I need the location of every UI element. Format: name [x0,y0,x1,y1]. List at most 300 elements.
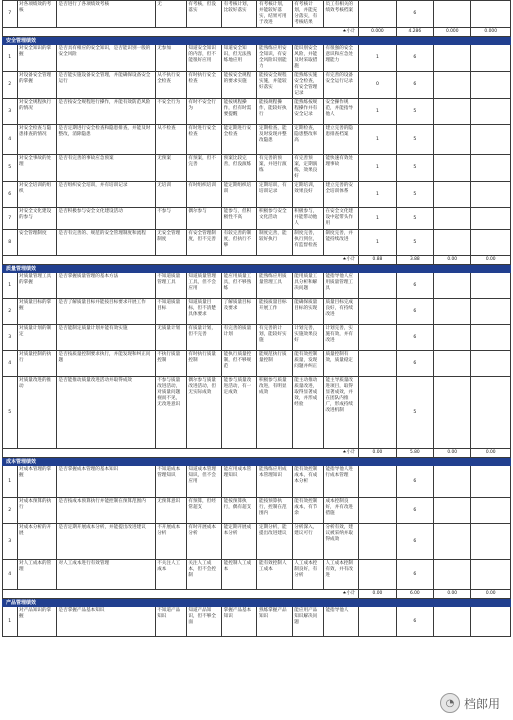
level-criteria: 定期分析，能提出改进建议 [257,524,292,560]
weight-cell: 6 [396,560,433,590]
value-cell [471,1,511,28]
table-row [3,466,511,498]
subtotal-value: 0.00 [359,590,396,599]
subtotal-label: ★小计 [3,256,359,265]
level-criteria: 有完善的计划，能较好实施 [257,325,292,351]
subtotal-value: 0.000 [359,28,396,37]
item-description: 是否能制定质量计划并能有效实施 [57,325,156,351]
weight-cell: 5 [396,230,433,256]
row-number: 4 [3,560,18,590]
subtotal-value: 0.00 [434,590,471,599]
level-criteria: 能熟练按规程操作并有安全记录 [292,99,323,125]
level-criteria: 掌握产品基本知识 [222,607,257,637]
row-number: 1 [3,45,18,72]
subtotal-label: ★小计 [3,28,359,37]
item-description: 是否具有相应的安全知识，是否能识别一般的安全风险 [57,45,156,72]
score-cell: 0 [359,72,396,99]
weight-cell: 5 [396,125,433,155]
score-cell [359,351,396,377]
subtotal-value: 0.000 [471,28,511,37]
level-criteria: 有预算，但经常超支 [186,498,221,524]
value-cell [471,230,511,256]
score-cell [359,524,396,560]
level-criteria: 能应用产品知识解决问题 [292,607,323,637]
level-criteria: 能主动推动质量改进，取得显著成效，并形成经验 [292,377,323,449]
subtotal-label: ★小计 [3,590,359,599]
item-description: 是否有完善的事故应急预案 [57,155,156,182]
value-cell [471,607,511,637]
item-name: 对安全规程执行的情况 [17,99,56,125]
subtotal-value: 0.00 [359,449,396,458]
table-row [3,299,511,325]
level-criteria: 无培训 [155,182,186,208]
level-criteria: 不安全行为 [155,99,186,125]
value-cell [471,72,511,99]
value-cell [434,607,471,637]
score-cell: 1 [359,45,396,72]
level-criteria: 定期培训，有培训记录 [257,182,292,208]
table-row [3,1,511,28]
level-criteria: 有时进行安全检查 [186,125,221,155]
subtotal-value: 4.286 [396,28,433,37]
value-cell [471,273,511,299]
row-number: 2 [3,299,18,325]
level-criteria: 知道成本管理知识，但不会应用 [186,466,221,498]
value-cell [434,72,471,99]
row-number: 4 [3,125,18,155]
level-criteria: 有完善预案，定期演练，效果良好 [292,155,323,182]
item-description: 是否掌握质量管理的基本方法 [57,273,156,299]
table-row [3,72,511,99]
table-row [3,273,511,299]
level-criteria: 有完善的质量计划 [222,325,257,351]
level-criteria: 能用质量工具分析和解决问题 [292,273,323,299]
section-header [3,458,511,466]
score-cell: 1 [359,182,396,208]
weight-cell: 6 [396,1,433,28]
table-row [3,524,511,560]
table-row [3,351,511,377]
level-criteria: 知道安全知识的内容，但不能很好应用 [186,45,221,72]
assessment-table [2,0,511,637]
value-cell [434,299,471,325]
row-number: 1 [3,607,18,637]
level-criteria: 知道质量目标，但不清楚具体要求 [186,299,221,325]
row-number: 3 [3,325,18,351]
level-criteria: 偶尔参与 [186,208,221,230]
level-criteria: 能按安全规程实施，并能较好落实 [257,72,292,99]
level-criteria: 能确保质量目标的实现 [292,299,323,325]
table-row [3,325,511,351]
section-header [3,37,511,45]
level-criteria: 人工成本控制有效，并有改进 [323,560,358,590]
row-number: 2 [3,72,18,99]
item-description: 是否能推动质量改进活动并取得成效 [57,377,156,449]
weight-cell: 5 [396,99,433,125]
item-name: 对安全检查与隐患排查的情况 [17,125,56,155]
level-criteria: 有很强的安全意识和应急处理能力 [323,45,358,72]
level-criteria: 能熟练应用质量管理工具 [257,273,292,299]
level-criteria: 能识别安全风险，并能及时采取措施 [292,45,323,72]
row-number: 4 [3,351,18,377]
level-criteria: 能指导他人 [323,607,358,637]
value-cell [471,155,511,182]
level-criteria: 安全操作规范，并能指导他人 [323,99,358,125]
table-row [3,99,511,125]
level-criteria: 能指导他人进行成本管理 [323,466,358,498]
item-name: 对各项绩效的考核 [17,1,56,28]
level-criteria: 知道产品知识，但不够全面 [186,607,221,637]
score-cell [359,299,396,325]
item-description: 对人工成本进行有效管理 [57,560,156,590]
level-criteria: 定期检查，能及时发现并整改隐患 [257,125,292,155]
level-criteria: 能参与，但积极性不高 [222,208,257,230]
level-criteria: 知道质量管理工具，但不会应用 [186,273,221,299]
subtotal-label: ★小计 [3,449,359,458]
table-row [3,230,511,256]
value-cell [434,208,471,230]
value-cell [471,125,511,155]
row-number: 2 [3,498,18,524]
level-criteria: 能有效控制人工成本 [257,560,292,590]
weight-cell: 6 [396,299,433,325]
item-description: 是否了解质量目标并能按目标要求开展工作 [57,299,156,325]
subtotal-value: 0.00 [471,256,511,265]
weight-cell: 5 [396,208,433,230]
value-cell [434,182,471,208]
level-criteria: 能按规程操作，能较好执行 [257,99,292,125]
level-criteria: 能控制人工成本 [222,560,257,590]
item-description: 是否进行了各项绩效考核 [57,1,156,28]
item-name: 对安全事故的处理 [17,155,56,182]
weight-cell: 6 [396,351,433,377]
level-criteria: 有完善的预案，并进行演练 [257,155,292,182]
weight-cell: 5 [396,377,433,449]
table-row [3,182,511,208]
score-cell [359,498,396,524]
level-criteria: 员工有相关的绩效考核档案 [323,1,358,28]
level-criteria: 不知道质量目标 [155,299,186,325]
level-criteria: 积极参与质量改进，有明显成效 [257,377,292,449]
item-description: 是否掌握成本管理的基本知识 [57,466,156,498]
level-criteria: 制度完善，并能持续改进 [323,230,358,256]
value-cell [471,466,511,498]
weight-cell: 6 [396,466,433,498]
value-cell [471,182,511,208]
level-criteria: 积极参与安全文化活动 [257,208,292,230]
score-cell: 1 [359,208,396,230]
level-criteria: 预案比较完善，但没演练 [222,155,257,182]
score-cell [359,273,396,299]
table-row [3,607,511,637]
level-criteria: 能按规程操作，但有时需要提醒 [222,99,257,125]
score-cell [359,607,396,637]
value-cell [434,466,471,498]
level-criteria: 无预算意识 [155,498,186,524]
level-criteria: 无预案 [155,155,186,182]
level-criteria: 积极参与，并能带动他人 [292,208,323,230]
level-criteria: 能按质量目标开展工作 [257,299,292,325]
level-criteria: 能定期进行安全检查 [222,125,257,155]
value-cell [434,125,471,155]
value-cell [471,99,511,125]
level-criteria: 制度完善，执行到位，有监督检查 [292,230,323,256]
level-criteria: 有考核计划，并能较好落实，结果可用于改进 [257,1,292,28]
subtotal-row [3,28,511,37]
level-criteria: 不关注人工成本 [155,560,186,590]
level-criteria: 能规范执行质量控制 [257,351,292,377]
item-description: 是否积极参与安全文化建设活动 [57,208,156,230]
level-criteria: 能熟练应用成本管理知识 [257,466,292,498]
item-name: 对设备安全管理的掌握 [17,72,56,99]
score-cell: 1 [359,230,396,256]
subtotal-value: 0.88 [359,256,396,265]
level-criteria: 偶尔参与质量改进活动，但无实际成效 [186,377,221,449]
level-criteria: 从不检查 [155,125,186,155]
value-cell [471,325,511,351]
level-criteria: 人工成本控制良好，有分析 [292,560,323,590]
table-row [3,498,511,524]
subtotal-value: 0.00 [434,449,471,458]
row-number: 5 [3,377,18,449]
item-description: 是否有完善的、规范的安全管理制度和流程 [57,230,156,256]
section-header [3,599,511,607]
value-cell [434,155,471,182]
row-number: 3 [3,99,18,125]
level-criteria: 有时不安全行为 [186,99,221,125]
level-criteria: 有较完善的制度，但执行不够 [222,230,257,256]
subtotal-value: 0.000 [434,28,471,37]
level-criteria: 不知道成本管理知识 [155,466,186,498]
level-criteria: 能快速有效处理事故 [323,155,358,182]
item-description: 是否按成本预算执行并能控制在预算范围内 [57,498,156,524]
level-criteria: 有考核计划，并能充分落实，有考核结果 [292,1,323,28]
level-criteria: 能有效控制成本，有节余 [292,498,323,524]
row-number: 3 [3,524,18,560]
level-criteria: 定期培训，效果良好 [292,182,323,208]
value-cell [471,351,511,377]
item-name: 安全管理制度 [17,230,56,256]
table-row [3,45,511,72]
value-cell [434,45,471,72]
score-cell: 1 [359,155,396,182]
level-criteria: 计划完善，实施效果良好 [292,325,323,351]
level-criteria: 从不执行安全检查 [155,72,186,99]
item-description: 是否掌握产品基本知识 [57,607,156,637]
score-cell [359,325,396,351]
subtotal-row [3,449,511,458]
level-criteria: 有预案，但不完善 [186,155,221,182]
row-number: 1 [3,273,18,299]
item-name: 对产品知识的掌握 [17,607,56,637]
row-number: 7 [3,1,18,28]
level-criteria: 有时执行安全检查 [186,72,221,99]
value-cell [471,45,511,72]
level-criteria: 关注人工成本，但不会控制 [186,560,221,590]
weight-cell: 6 [396,498,433,524]
level-criteria: 分析有效，建议被采纳并取得成效 [323,524,358,560]
value-cell [434,560,471,590]
value-cell [434,498,471,524]
wechat-icon: ◔ [440,693,460,713]
row-number: 8 [3,230,18,256]
table-row [3,208,511,230]
watermark-text: 档郎用 [463,696,500,711]
level-criteria: 了解质量目标及要求 [222,299,257,325]
level-criteria: 建立完善的隐患排查档案 [323,125,358,155]
section-title: 质量管理绩效 [3,265,511,273]
item-name: 对质量管理工具的掌握 [17,273,56,299]
row-number: 7 [3,208,18,230]
subtotal-value: 3.88 [396,256,433,265]
level-criteria: 有考核计划，比较好落实 [222,1,257,28]
level-criteria: 能应用质量工具，但不够熟练 [222,273,257,299]
level-criteria: 能定期开展成本分析 [222,524,257,560]
table-row [3,125,511,155]
level-criteria: 不参与 [155,208,186,230]
score-cell [359,1,396,28]
level-criteria: 有完善的设备安全运行记录 [323,72,358,99]
subtotal-row [3,256,511,265]
level-criteria: 有考核，但没落实 [186,1,221,28]
level-criteria: 能参与质量改进活动，有一定成效 [222,377,257,449]
table-row [3,155,511,182]
item-description: 是否能实施设备安全管理，并能确保设备安全运行 [57,72,156,99]
level-criteria: 计划完善，实施有效，并有改进 [323,325,358,351]
level-criteria: 不参与质量改进活动，对质量问题视而不见，无改进意识 [155,377,186,449]
value-cell [434,325,471,351]
item-description: 是否按安全规程进行操作，并能有效防范风险 [57,99,156,125]
level-criteria: 熟练掌握产品知识 [257,607,292,637]
level-criteria: 无参加 [155,45,186,72]
level-criteria: 能定期组织培训 [222,182,257,208]
level-criteria: 定期检查，隐患整改率高 [292,125,323,155]
section-title: 产品管理绩效 [3,599,511,607]
value-cell [434,524,471,560]
level-criteria: 能按预算执行，控制在范围内 [257,498,292,524]
level-criteria: 能按预算执行，偶有超支 [222,498,257,524]
weight-cell: 6 [396,607,433,637]
level-criteria: 在安全文化建设中起带头作用 [323,208,358,230]
item-name: 对成本管理的掌握 [17,466,56,498]
level-criteria: 能熟练应用安全知识，有安全风险识别能力 [257,45,292,72]
section-title: 成本管理绩效 [3,458,511,466]
level-criteria: 有时开展成本分析 [186,524,221,560]
score-cell: 1 [359,125,396,155]
value-cell [434,1,471,28]
value-cell [471,560,511,590]
level-criteria: 质量控制有效，质量稳定 [323,351,358,377]
level-criteria: 有时执行质量控制 [186,351,221,377]
weight-cell: 6 [396,325,433,351]
level-criteria: 能按安全规程的要求实施 [222,72,257,99]
subtotal-value: 0.00 [434,256,471,265]
item-description: 是否定期进行安全检查和隐患排查，并能及时整改，消除隐患 [57,125,156,155]
value-cell [434,273,471,299]
item-name: 对质量控制的执行 [17,351,56,377]
subtotal-value: 6.00 [396,590,433,599]
weight-cell: 5 [396,182,433,208]
level-criteria: 能有效控制质量，发现问题并纠正 [292,351,323,377]
item-description: 是否按质量控制要求执行，并能发现和纠正问题 [57,351,156,377]
weight-cell: 6 [396,524,433,560]
level-criteria: 有质量计划，但不完善 [186,325,221,351]
section-title: 安全管理绩效 [3,37,511,45]
level-criteria: 不知道产品知识 [155,607,186,637]
score-cell [359,377,396,449]
level-criteria: 无安全管理制度 [155,230,186,256]
row-number: 1 [3,466,18,498]
watermark [437,692,503,714]
value-cell [471,524,511,560]
level-criteria: 能熟练实施安全检查，有安全管理记录 [292,72,323,99]
item-name: 对人工成本的管理 [17,560,56,590]
table-row [3,377,511,449]
subtotal-value: 0.00 [471,449,511,458]
level-criteria: 能主导质量改进项目，取得显著成效，并在团队内推广，形成持续改进机制 [323,377,358,449]
level-criteria: 质量目标完成良好，有持续改进 [323,299,358,325]
item-name: 对质量改进的推动 [17,377,56,449]
score-cell [359,560,396,590]
score-cell: 1 [359,99,396,125]
item-description: 是否定期开展成本分析，并能提出改进建议 [57,524,156,560]
level-criteria: 能执行质量控制，但不够规范 [222,351,257,377]
row-number: 6 [3,182,18,208]
value-cell [434,377,471,449]
weight-cell: 6 [396,45,433,72]
level-criteria: 分析深入，建议可行 [292,524,323,560]
item-name: 对质量目标的掌握 [17,299,56,325]
level-criteria: 建立完善的安全培训体系 [323,182,358,208]
level-criteria: 能有效控制成本，有成本分析 [292,466,323,498]
level-criteria: 无质量计划 [155,325,186,351]
level-criteria: 不知道质量管理工具 [155,273,186,299]
item-name: 对安全知识的掌握 [17,45,56,72]
level-criteria: 成本控制良好，并有改进措施 [323,498,358,524]
level-criteria: 知道安全知识，但无法熟练地应用 [222,45,257,72]
value-cell [434,230,471,256]
level-criteria: 不执行质量控制 [155,351,186,377]
weight-cell: 6 [396,273,433,299]
level-criteria: 无 [155,1,186,28]
subtotal-value: 0.00 [471,590,511,599]
level-criteria: 能应用成本管理知识 [222,466,257,498]
row-number: 5 [3,155,18,182]
subtotal-value: 5.80 [396,449,433,458]
value-cell [471,498,511,524]
item-name: 对质量计划的制定 [17,325,56,351]
value-cell [471,377,511,449]
level-criteria: 制度完善，能较好执行 [257,230,292,256]
item-name: 对成本分析的开展 [17,524,56,560]
level-criteria: 有时组织培训 [186,182,221,208]
score-cell [359,466,396,498]
level-criteria: 能指导他人应用质量管理工具 [323,273,358,299]
item-name: 对安全文化建设的参与 [17,208,56,230]
weight-cell: 5 [396,155,433,182]
section-header [3,265,511,273]
level-criteria: 不开展成本分析 [155,524,186,560]
value-cell [471,208,511,230]
weight-cell: 6 [396,72,433,99]
subtotal-row [3,590,511,599]
value-cell [434,99,471,125]
value-cell [434,351,471,377]
level-criteria: 有安全管理制度，但不完善 [186,230,221,256]
item-description: 是否组织安全培训，并有培训记录 [57,182,156,208]
table-row [3,560,511,590]
item-name: 对安全培训的组织 [17,182,56,208]
